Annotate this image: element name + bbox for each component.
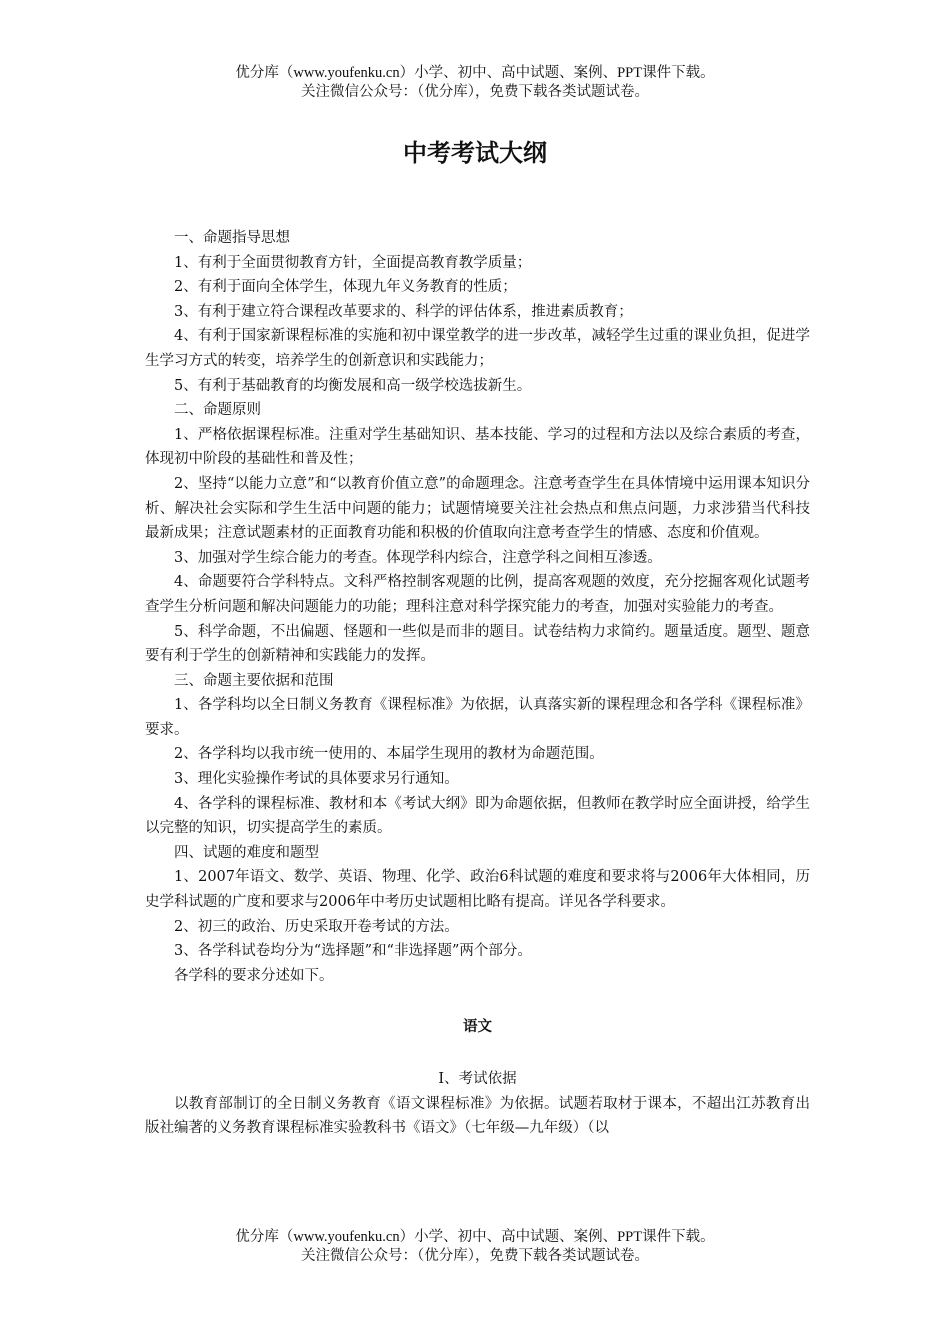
paragraph: 3、各学科试卷均分为“选择题”和“非选择题”两个部分。 <box>174 943 532 960</box>
paragraph: 1、各学科均以全日制义务教育《课程标准》为依据，认真落实新的课程理念和各学科《课程标准》要求。 <box>145 697 810 738</box>
exam-basis-heading: Ⅰ、考试依据 <box>438 1071 517 1087</box>
page-footer <box>0 1228 950 1266</box>
paragraph: 3、理化实验操作考试的具体要求另行通知。 <box>174 771 459 788</box>
document-body <box>145 226 810 1141</box>
paragraph: 3、加强对学生综合能力的考查。体现学科内综合，注意学科之间相互渗透。 <box>174 549 662 566</box>
footer-line-2: 关注微信公众号：（优分库），免费下载各类试题试卷。 <box>301 1248 649 1264</box>
header-line-2: 关注微信公众号：（优分库），免费下载各类试题试卷。 <box>301 84 649 100</box>
section-heading: 四、试题的难度和题型 <box>174 844 319 861</box>
paragraph: 1、2007年语文、数学、英语、物理、化学、政治6科试题的难度和要求将与2006年大体相同，历史学科试题的广度和要求与2006年中考历史试题相比略有提高。详见各学科要求。 <box>145 869 810 911</box>
paragraph: 5、科学命题，不出偏题、怪题和一些似是而非的题目。试卷结构力求简约。题量适度。题型、题意要有利于学生的创新精神和实践能力的发挥。 <box>145 623 810 665</box>
paragraph: 2、坚持“以能力立意”和“以教育价值立意”的命题理念。注意考查学生在具体情境中运用课本知识分析、解决社会实际和学生生活中问题的能力；试题情境要关注社会热点和焦点问题，力求涉猎当代科技最新成果；注意试题素材的正面教育功能和积极的价值取向注意考查学生的情感、态度和价值观。 <box>145 475 810 542</box>
paragraph: 2、有利于面向全体学生，体现九年义务教育的性质； <box>174 279 517 296</box>
footer-line-1: 优分库（www.youfenku.cn）小学、初中、高中试题、案例、PPT课件下载。 <box>235 1229 715 1245</box>
paragraph: 1、严格依据课程标准。注重对学生基础知识、基本技能、学习的过程和方法以及综合素质的考查，体现初中阶段的基础性和普及性； <box>145 426 810 468</box>
subject-heading: 语文 <box>463 1019 492 1036</box>
section-heading: 三、命题主要依据和范围 <box>174 672 334 689</box>
paragraph: 2、初三的政治、历史采取开卷考试的方法。 <box>174 918 459 935</box>
section-heading: 一、命题指导思想 <box>174 230 290 246</box>
paragraph: 3、有利于建立符合课程改革要求的、科学的评估体系，推进素质教育； <box>174 303 633 320</box>
paragraph: 4、有利于国家新课程标准的实施和初中课堂教学的进一步改革，减轻学生过重的课业负担，促进学生学习方式的转变，培养学生的创新意识和实践能力； <box>145 328 810 369</box>
paragraph: 以教育部制订的全日制义务教育《语文课程标准》为依据。试题若取材于课本，不超出江苏教育出版社编著的义务教育课程标准实验教科书《语文》（七年级—九年级）（以 <box>145 1095 810 1137</box>
header-line-1: 优分库（www.youfenku.cn）小学、初中、高中试题、案例、PPT课件下载。 <box>235 65 715 81</box>
document-title: 中考考试大纲 <box>403 139 547 167</box>
page-header <box>0 64 950 102</box>
paragraph: 5、有利于基础教育的均衡发展和高一级学校选拔新生。 <box>174 377 532 394</box>
paragraph: 1、有利于全面贯彻教育方针，全面提高教育教学质量； <box>174 254 532 271</box>
section-heading: 二、命题原则 <box>174 402 261 419</box>
paragraph: 2、各学科均以我市统一使用的、本届学生现用的教材为命题范围。 <box>174 746 604 763</box>
paragraph: 4、命题要符合学科特点。文科严格控制客观题的比例，提高客观题的效度，充分挖掘客观化试题考查学生分析问题和解决问题能力的功能；理科注意对科学探究能力的考查，加强对实验能力的考查。 <box>145 574 810 615</box>
paragraph: 各学科的要求分述如下。 <box>174 967 334 984</box>
paragraph: 4、各学科的课程标准、教材和本《考试大纲》即为命题依据，但教师在教学时应全面讲授，给学生以完整的知识，切实提高学生的素质。 <box>145 795 810 837</box>
